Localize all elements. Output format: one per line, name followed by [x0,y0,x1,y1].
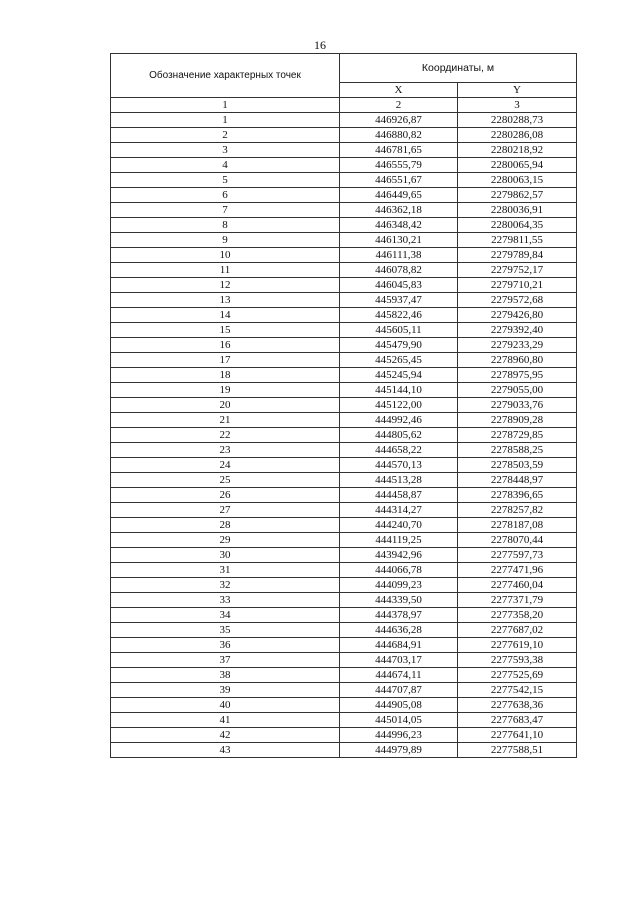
table-row [111,308,577,323]
table-row [111,188,577,203]
cell-y: 2279233,29 [458,338,577,353]
cell-point: 27 [111,503,340,518]
cell-point: 20 [111,398,340,413]
cell-point: 23 [111,443,340,458]
table-row [111,248,577,263]
cell-x: 446130,21 [340,233,458,248]
table-row [111,353,577,368]
cell-point: 22 [111,428,340,443]
cell-x: 444905,08 [340,698,458,713]
table-row [111,128,577,143]
cell-x: 444703,17 [340,653,458,668]
cell-point: 36 [111,638,340,653]
table-row [111,263,577,278]
cell-y: 2278503,59 [458,458,577,473]
header-y: Y [458,82,577,97]
table-body [111,113,577,758]
cell-x: 444066,78 [340,563,458,578]
cell-x: 444513,28 [340,473,458,488]
cell-y: 2278588,25 [458,443,577,458]
table-row [111,623,577,638]
cell-y: 2279572,68 [458,293,577,308]
cell-y: 2280064,35 [458,218,577,233]
cell-x: 444099,23 [340,578,458,593]
cell-point: 24 [111,458,340,473]
cell-point: 17 [111,353,340,368]
cell-x: 445122,00 [340,398,458,413]
cell-point: 10 [111,248,340,263]
table-row [111,653,577,668]
table-row [111,578,577,593]
cell-x: 445822,46 [340,308,458,323]
table-row [111,443,577,458]
cell-point: 2 [111,128,340,143]
coordinates-table [110,53,577,758]
cell-y: 2279811,55 [458,233,577,248]
table-row [111,428,577,443]
cell-point: 38 [111,668,340,683]
header-points: Обозначение характерных точек [111,54,340,98]
cell-y: 2277593,38 [458,653,577,668]
cell-x: 443942,96 [340,548,458,563]
page-number: 16 [314,38,326,52]
cell-x: 446880,82 [340,128,458,143]
cell-y: 2277358,20 [458,608,577,623]
cell-point: 39 [111,683,340,698]
cell-x: 444240,70 [340,518,458,533]
cell-x: 445605,11 [340,323,458,338]
cell-point: 12 [111,278,340,293]
cell-point: 16 [111,338,340,353]
cell-point: 14 [111,308,340,323]
table-row [111,173,577,188]
cell-y: 2280063,15 [458,173,577,188]
table-row [111,713,577,728]
cell-x: 446449,65 [340,188,458,203]
table-row [111,143,577,158]
cell-point: 13 [111,293,340,308]
cell-x: 444805,62 [340,428,458,443]
cell-x: 444996,23 [340,728,458,743]
cell-y: 2278396,65 [458,488,577,503]
table-row [111,683,577,698]
cell-y: 2277638,36 [458,698,577,713]
cell-y: 2277687,02 [458,623,577,638]
cell-y: 2278070,44 [458,533,577,548]
cell-y: 2280288,73 [458,113,577,128]
cell-y: 2277471,96 [458,563,577,578]
table-row [111,278,577,293]
cell-point: 30 [111,548,340,563]
cell-x: 444979,89 [340,743,458,758]
cell-x: 444674,11 [340,668,458,683]
cell-point: 18 [111,368,340,383]
cell-x: 444119,25 [340,533,458,548]
table-row [111,383,577,398]
cell-y: 2277542,15 [458,683,577,698]
table-row [111,323,577,338]
cell-x: 444378,97 [340,608,458,623]
cell-x: 446362,18 [340,203,458,218]
cell-point: 29 [111,533,340,548]
cell-x: 446926,87 [340,113,458,128]
table-row [111,218,577,233]
cell-y: 2280286,08 [458,128,577,143]
cell-x: 446045,83 [340,278,458,293]
table-row [111,338,577,353]
cell-y: 2278960,80 [458,353,577,368]
cell-y: 2280036,91 [458,203,577,218]
table-row [111,488,577,503]
cell-y: 2279789,84 [458,248,577,263]
header-x: X [340,82,458,97]
cell-point: 34 [111,608,340,623]
cell-point: 43 [111,743,340,758]
cell-x: 446781,65 [340,143,458,158]
cell-x: 446078,82 [340,263,458,278]
table-row [111,593,577,608]
cell-point: 1 [111,113,340,128]
cell-point: 31 [111,563,340,578]
cell-x: 445144,10 [340,383,458,398]
cell-x: 444636,28 [340,623,458,638]
cell-x: 444992,46 [340,413,458,428]
header-coordinates: Координаты, м [340,54,577,83]
cell-point: 3 [111,143,340,158]
table-row [111,698,577,713]
cell-y: 2279055,00 [458,383,577,398]
table-row [111,728,577,743]
cell-point: 19 [111,383,340,398]
cell-y: 2279710,21 [458,278,577,293]
table-header [111,54,577,113]
cell-point: 7 [111,203,340,218]
cell-y: 2279862,57 [458,188,577,203]
cell-point: 37 [111,653,340,668]
cell-point: 6 [111,188,340,203]
cell-x: 444707,87 [340,683,458,698]
cell-point: 41 [111,713,340,728]
table-row [111,473,577,488]
cell-point: 21 [111,413,340,428]
cell-x: 445937,47 [340,293,458,308]
cell-y: 2277371,79 [458,593,577,608]
cell-x: 446555,79 [340,158,458,173]
cell-point: 33 [111,593,340,608]
cell-y: 2280065,94 [458,158,577,173]
cell-y: 2278448,97 [458,473,577,488]
table-row [111,398,577,413]
cell-x: 444570,13 [340,458,458,473]
cell-point: 28 [111,518,340,533]
cell-y: 2279392,40 [458,323,577,338]
cell-y: 2277597,73 [458,548,577,563]
cell-x: 446348,42 [340,218,458,233]
cell-point: 8 [111,218,340,233]
table-row [111,293,577,308]
cell-x: 444658,22 [340,443,458,458]
cell-point: 42 [111,728,340,743]
cell-y: 2278909,28 [458,413,577,428]
cell-y: 2279033,76 [458,398,577,413]
table-row [111,203,577,218]
cell-point: 35 [111,623,340,638]
cell-y: 2278187,08 [458,518,577,533]
table-row [111,638,577,653]
cell-point: 40 [111,698,340,713]
table-row [111,608,577,623]
cell-x: 445265,45 [340,353,458,368]
cell-x: 445014,05 [340,713,458,728]
cell-y: 2279426,80 [458,308,577,323]
table-row [111,368,577,383]
cell-y: 2278975,95 [458,368,577,383]
cell-point: 26 [111,488,340,503]
cell-y: 2277683,47 [458,713,577,728]
cell-point: 5 [111,173,340,188]
table-row [111,458,577,473]
cell-x: 446111,38 [340,248,458,263]
column-number: 3 [458,98,577,113]
cell-x: 446551,67 [340,173,458,188]
cell-y: 2278729,85 [458,428,577,443]
cell-y: 2277525,69 [458,668,577,683]
cell-y: 2277619,10 [458,638,577,653]
table-row [111,503,577,518]
cell-point: 11 [111,263,340,278]
cell-y: 2277460,04 [458,578,577,593]
cell-point: 32 [111,578,340,593]
cell-point: 4 [111,158,340,173]
cell-y: 2277588,51 [458,743,577,758]
table-row [111,743,577,758]
column-number: 2 [340,98,458,113]
table-row [111,563,577,578]
cell-y: 2278257,82 [458,503,577,518]
cell-point: 25 [111,473,340,488]
cell-x: 444458,87 [340,488,458,503]
cell-x: 444314,27 [340,503,458,518]
cell-y: 2280218,92 [458,143,577,158]
cell-x: 445245,94 [340,368,458,383]
table-row [111,158,577,173]
table-row [111,233,577,248]
table-row [111,113,577,128]
column-number: 1 [111,98,340,113]
table-row [111,548,577,563]
table-row [111,518,577,533]
cell-y: 2279752,17 [458,263,577,278]
cell-x: 445479,90 [340,338,458,353]
cell-point: 9 [111,233,340,248]
table-row [111,533,577,548]
cell-x: 444339,50 [340,593,458,608]
table-row [111,413,577,428]
cell-x: 444684,91 [340,638,458,653]
table-row [111,668,577,683]
cell-point: 15 [111,323,340,338]
cell-y: 2277641,10 [458,728,577,743]
column-numbers-row [111,98,577,113]
